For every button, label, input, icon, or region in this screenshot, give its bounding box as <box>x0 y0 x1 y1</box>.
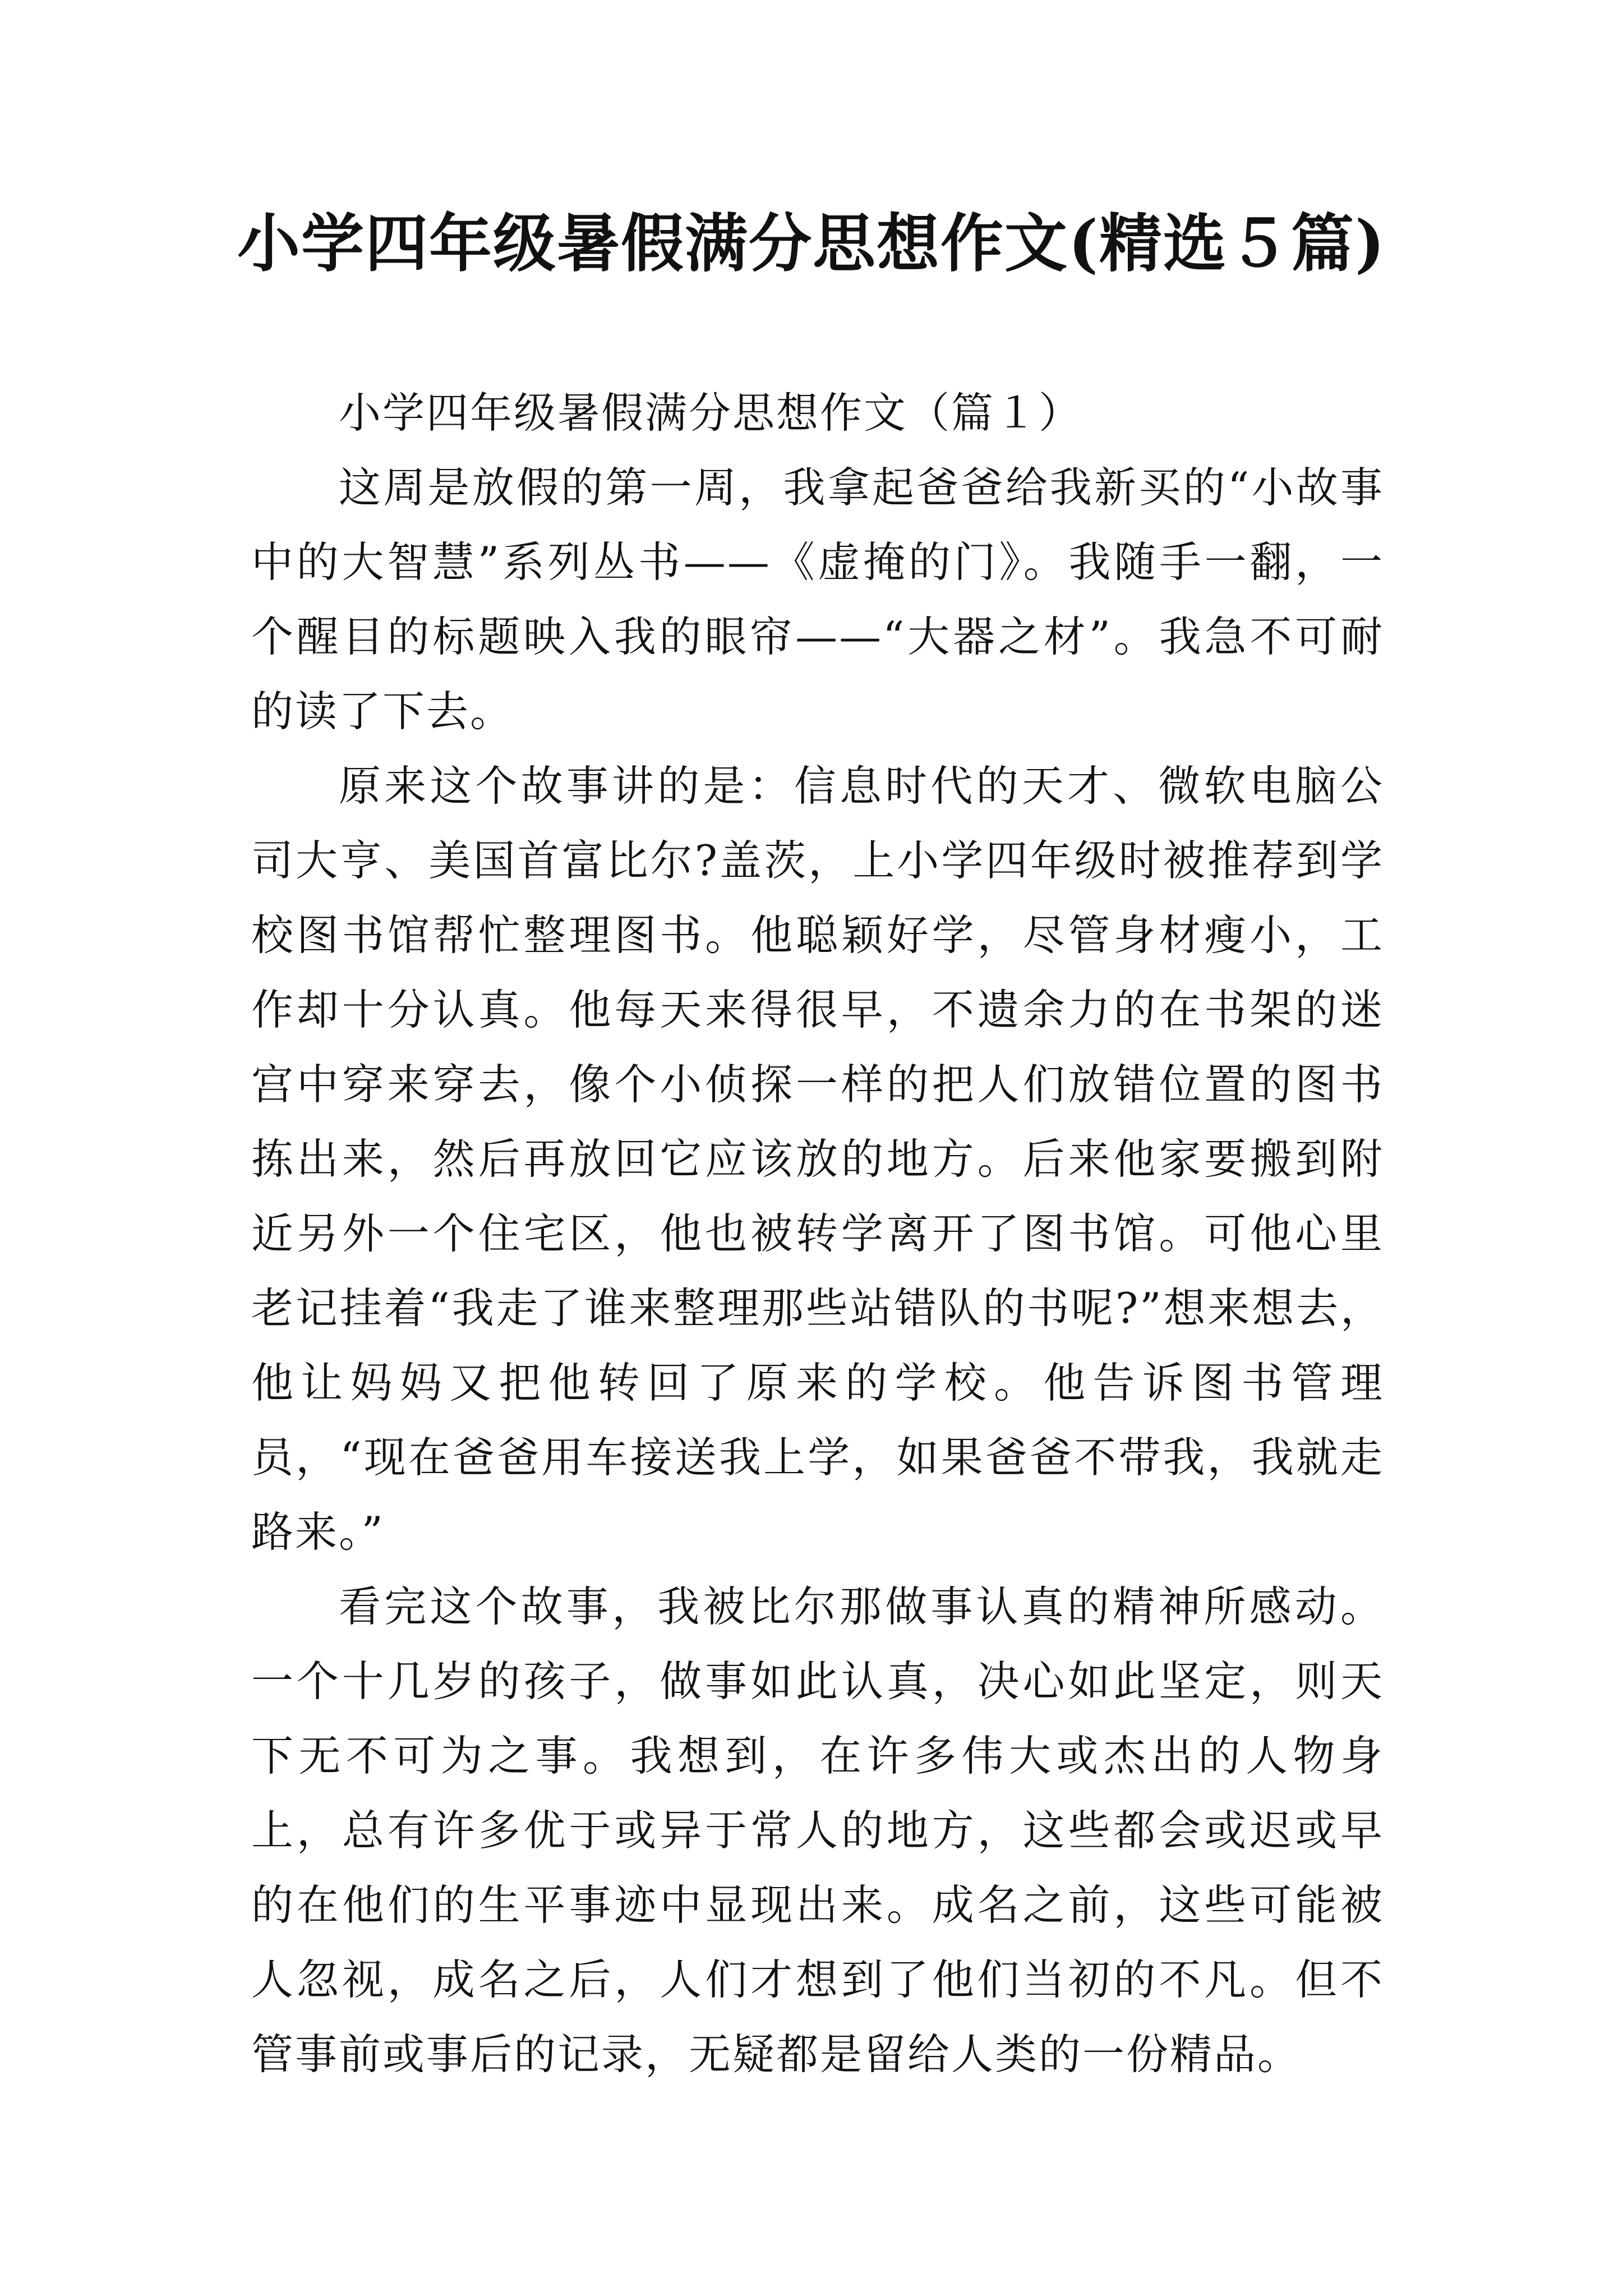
section-heading: 小学四年级暑假满分思想作文（篇１） <box>339 388 1083 438</box>
paragraph-3: 看完这个故事，我被比尔那做事认真的精神所感动。一个十几岁的孩子，做事如此认真，决心如此坚定，则天下无不可为之事。我想到，在许多伟大或杰出的人物身上，总有许多优于或异于常人的地方，这些都会或迟或早的在他们的生平事迹中显现出来。成名之前，这些可能被人忽视，成名之后，人们才想到了他们当初的不凡。但不管事前或事后的记录，无疑都是留给人类的一份精品。 <box>251 1582 1384 2079</box>
document-body <box>251 376 1384 2092</box>
paragraph-1: 这周是放假的第一周，我拿起爸爸给我新买的“小故事中的大智慧”系列丛书——《虚掩的门》。我随手一翻，一个醒目的标题映入我的眼帘——“大器之材”。我急不可耐的读了下去。 <box>251 463 1384 736</box>
paragraph-2: 原来这个故事讲的是：信息时代的天才、微软电脑公司大亨、美国首富比尔?盖茨，上小学四年级时被推荐到学校图书馆帮忙整理图书。他聪颖好学，尽管身材瘦小，工作却十分认真。他每天来得很早，不遗余力的在书架的迷宫中穿来穿去，像个小侦探一样的把人们放错位置的图书拣出来，然后再放回它应该放的地方。后来他家要搬到附近另外一个住宅区，他也被转学离开了图书馆。可他心里老记挂着“我走了谁来整理那些站错队的书呢?”想来想去，他让妈妈又把他转回了原来的学校。他告诉图书管理员，“现在爸爸用车接送我上学，如果爸爸不带我，我就走路来。” <box>251 761 1384 1557</box>
document-title: 小学四年级暑假满分思想作文(精选５篇) <box>237 207 1386 280</box>
